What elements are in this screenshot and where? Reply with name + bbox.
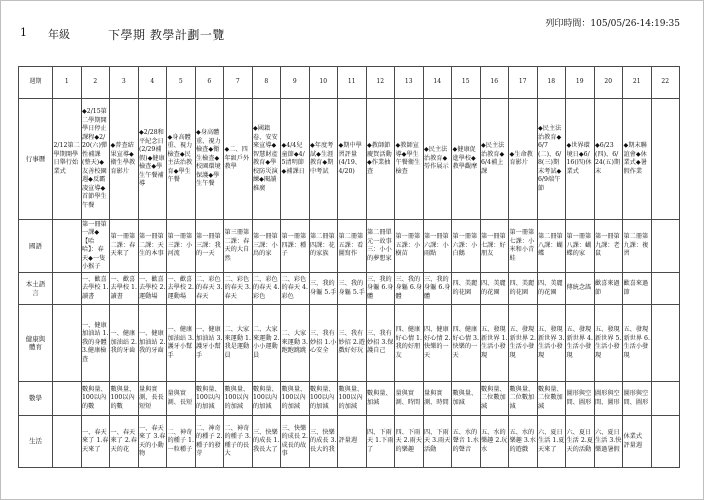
subject-label: 健康與體育	[19, 305, 53, 382]
plan-cell: 五、發現新世界 6.生活小發現	[623, 305, 652, 382]
week-cell: 1	[53, 67, 82, 99]
plan-cell: 第二冊第八課：蝴蝶	[537, 220, 566, 273]
plan-cell: ◆期末聯誼會◆休業式◆暑假作業	[623, 99, 652, 220]
plan-cell: ◆4/4兒童節◆4/5清明節◆補課日	[281, 99, 310, 220]
plan-cell: 六、夏日生活 1.夏天來了	[537, 416, 566, 468]
week-cell: 9	[281, 67, 310, 99]
plan-cell: 六、夏日生活 3.快樂過暑假	[594, 416, 623, 468]
week-cell: 4	[138, 67, 167, 99]
grade-label: 年級	[48, 28, 70, 41]
week-cell: 17	[509, 67, 538, 99]
plan-cell: 三、我的身軀 6.身體	[423, 273, 452, 305]
plan-cell: ◆民主法治教育◆6/4補上課	[480, 99, 509, 220]
plan-cell: 一、歡喜去學校 2.運動場	[138, 273, 167, 305]
plan-cell	[651, 382, 680, 416]
plan-cell: 五、水的樂趣 2.玩水	[480, 416, 509, 468]
plan-cell: 一、健康加油站 1.我的身體 3.健康檢查	[81, 305, 110, 382]
plan-cell: 第一冊第一課◆【哈哈】：春天◆一隻小猴子	[81, 220, 110, 273]
week-cell: 22	[651, 67, 680, 99]
plan-cell: 量與實測、長長短短	[138, 382, 167, 416]
plan-cell: 五、發現新世界 4.生活小發現	[566, 305, 595, 382]
plan-cell: 三、快樂的成長 1.我長大了	[252, 416, 281, 468]
plan-cell: 五、發現新世界 3.生活小發現	[537, 305, 566, 382]
plan-cell	[53, 220, 82, 273]
plan-cell: 第一冊第六課：小白鵝	[452, 220, 481, 273]
plan-cell	[651, 416, 680, 468]
week-cell: 15	[452, 67, 481, 99]
plan-cell: 數與量、100以內的加減	[338, 382, 367, 416]
week-header-row	[19, 67, 680, 99]
plan-cell: 二、彩色的春天 3.春天	[224, 273, 253, 305]
print-time	[545, 16, 680, 29]
plan-cell: 三、我的身軀 6.身體	[366, 273, 395, 305]
week-cell: 20	[594, 67, 623, 99]
week-cell: 14	[423, 67, 452, 99]
plan-cell	[53, 273, 82, 305]
plan-cell: 四、美麗的花園	[537, 273, 566, 305]
plan-cell: 一、歡喜去學校 2.運動場	[167, 273, 196, 305]
plan-cell: 一、健康加油站 2.我的牙齒	[110, 305, 139, 382]
plan-cell: 二、彩色的春天 4.彩色	[252, 273, 281, 305]
plan-cell: 四、美麗的花園	[452, 273, 481, 305]
week-cell: 12	[366, 67, 395, 99]
subject-row	[19, 382, 680, 416]
plan-cell: ◆2/28和平紀念日(2/29補假)◆健康檢查◆學生午餐補導	[138, 99, 167, 220]
plan-cell: 圖形與空間、圖形	[594, 382, 623, 416]
week-cell: 7	[224, 67, 253, 99]
plan-cell: 一、歡喜去學校 1.讀書	[81, 273, 110, 305]
plan-cell: ◆2/15第二學期開學日停止課程◆2/20(六)彈性補課(整天)◆友善校園週◆反霸凌宣導◆首節學生午餐	[81, 99, 110, 220]
plan-cell: 第一冊第七課：小米和小青蛙	[509, 220, 538, 273]
plan-cell: 圖形與空間、圖形	[623, 382, 652, 416]
plan-cell: 第二冊單元一故事三：小小的夢想家	[366, 220, 395, 273]
plan-cell	[53, 382, 82, 416]
plan-cell: 數與量、100以內的數	[81, 382, 110, 416]
week-cell: 13	[395, 67, 424, 99]
plan-cell: 四、下雨天 3.雨天活動	[423, 416, 452, 468]
plan-cell: 數與量、加減	[366, 382, 395, 416]
plan-cell: 數與量、加減	[452, 382, 481, 416]
plan-cell: 五、發現新世界 5.生活小發現	[594, 305, 623, 382]
plan-cell: 五、水的聲音 1.水的聲音	[452, 416, 481, 468]
plan-cell: 二、大家來運動 1.我是運動員	[224, 305, 253, 382]
plan-cell: ◆二、四年級戶外教學	[224, 99, 253, 220]
subject-label: 生活	[19, 416, 53, 468]
plan-cell	[651, 220, 680, 273]
week-cell: 8	[252, 67, 281, 99]
plan-cell: 第二冊第五課：看圖寫作	[338, 220, 367, 273]
plan-cell: 第一冊第八課：蝴蝶的家	[566, 220, 595, 273]
plan-cell	[651, 305, 680, 382]
plan-cell: 歡喜來過節	[623, 273, 652, 305]
grade-number: 1	[20, 26, 27, 39]
week-cell: 5	[167, 67, 196, 99]
plan-cell: 量與實測、長短	[167, 382, 196, 416]
plan-cell: 歡喜來過節	[594, 273, 623, 305]
plan-cell: 數與量、100以內的加減	[195, 382, 224, 416]
plan-cell: ◆身高體重、視力檢查◆民主法治教育◆學生午餐	[167, 99, 196, 220]
plan-cell: ◆國籍卷、安安來宣導◆智慧財產教育◆學校防災演練◆閱讀推廣	[252, 99, 281, 220]
week-cell: 11	[338, 67, 367, 99]
plan-cell: ◆教師宣導◆學生午餐衛生檢查	[395, 99, 424, 220]
plan-cell: 四、美麗的花園	[509, 273, 538, 305]
plan-cell: 第一冊第三課：我的一天	[195, 220, 224, 273]
subject-row	[19, 273, 680, 305]
page-title: 下學期 教學計劃一覽	[108, 28, 225, 42]
plan-cell: 一、歡喜去學校 1.讀書	[110, 273, 139, 305]
week-cell: 3	[110, 67, 139, 99]
plan-cell: 三、我的身軀 6.身體	[395, 273, 424, 305]
plan-cell: ◆民主法治教育◆勞作展示	[423, 99, 452, 220]
plan-cell: 二、大家來運動 3.跑跑跳跳	[281, 305, 310, 382]
plan-cell: 四、下雨天 1.下雨了	[366, 416, 395, 468]
plan-cell: 量與實測、時間	[395, 382, 424, 416]
plan-cell: 一、春天來了 1.春天來了	[81, 416, 110, 468]
week-cell: 10	[309, 67, 338, 99]
plan-cell: 量與實測、時間	[423, 382, 452, 416]
plan-cell: ◆身高體重、視力檢查◆衛生檢查◆校園環境保護◆學生午餐	[195, 99, 224, 220]
subject-row	[19, 416, 680, 468]
plan-cell: ◆年度考試◆生涯教育◆期中考試	[309, 99, 338, 220]
plan-cell: ◆生命教育影片	[509, 99, 538, 220]
plan-cell: 第二冊第四課：花的家族	[309, 220, 338, 273]
plan-cell: 三、我有妙招 2.遊戲好好玩	[338, 305, 367, 382]
plan-cell: 數與量、100以內的數	[110, 382, 139, 416]
plan-cell: 二、神奇的種子 3.種子的長大	[224, 416, 253, 468]
teaching-plan-table	[18, 66, 680, 468]
plan-cell: 三、我的身軀 5.手	[309, 273, 338, 305]
week-label-cell: 週期	[19, 67, 53, 99]
subject-label: 數學	[19, 382, 53, 416]
plan-cell: 數與量、100以內的加減	[252, 382, 281, 416]
plan-cell: 評量週	[338, 416, 367, 468]
plan-cell: 二、大家來運動 2.小小運動員	[252, 305, 281, 382]
plan-cell: 四、健康好心情 3.快樂的一天	[452, 305, 481, 382]
plan-cell: 休業式 評量週	[623, 416, 652, 468]
page-header	[0, 0, 704, 48]
plan-cell: 傳統念謠	[566, 273, 595, 305]
plan-cell: 四、美麗的花園	[480, 273, 509, 305]
plan-cell: 二、神奇的種子 1.一粒種子	[167, 416, 196, 468]
plan-cell: ◆民主法治教育◆6/7(二)、6/8(三)期末考試◆6/9端午節	[537, 99, 566, 220]
plan-cell: 三、我有妙招 3.保護自己	[366, 305, 395, 382]
plan-cell: 圖形與空間、圖形	[566, 382, 595, 416]
plan-cell: ◆期中學習評量(4/19、4/20)	[338, 99, 367, 220]
plan-cell: 第一冊第二課：天生的本事	[138, 220, 167, 273]
plan-cell: 一、健康加油站 3.護牙小幫手	[195, 305, 224, 382]
plan-cell: 六、夏日生活 2.夏天的活動	[566, 416, 595, 468]
plan-cell: 第一冊第九課：老鼠	[594, 220, 623, 273]
plan-cell: ◆健康促進學校◆教學觀摩	[452, 99, 481, 220]
plan-cell: 五、發現新世界 2.生活小發現	[509, 305, 538, 382]
week-cell: 16	[480, 67, 509, 99]
plan-cell: 2/12第二學期開學日舉行始業式	[53, 99, 82, 220]
plan-cell: 二、神奇的種子 2.種子的發芽	[195, 416, 224, 468]
print-label: 列印時間：	[545, 19, 591, 29]
plan-cell: 數與量、二位數加減	[537, 382, 566, 416]
print-time-value: 105/05/26-14:19:35	[590, 19, 680, 29]
plan-cell: 第一冊第二課：春天來了	[110, 220, 139, 273]
plan-cell: ◆世界環境日◆6/16(四)休業式	[566, 99, 595, 220]
subject-row	[19, 220, 680, 273]
subject-label: 行事曆	[19, 99, 53, 220]
subject-label: 國語	[19, 220, 53, 273]
plan-cell: 一、春天來了 2.春天的花	[110, 416, 139, 468]
plan-cell: 第一冊第三課：小河流	[167, 220, 196, 273]
subject-label: 本土語言	[19, 273, 53, 305]
plan-cell: 三、快樂的成長 2.成長的故事	[281, 416, 310, 468]
plan-cell	[53, 416, 82, 468]
plan-cell: ◆教師節慶賀活動◆作業抽查	[366, 99, 395, 220]
plan-cell: 數與量、二位數加減	[509, 382, 538, 416]
plan-cell: 第一冊第四課：種子	[281, 220, 310, 273]
week-cell: 19	[566, 67, 595, 99]
plan-cell: 四、健康好心情 1.我的好朋友	[395, 305, 424, 382]
plan-cell: ◆普查結果宣導◆衛生學教育影片	[110, 99, 139, 220]
week-cell: 18	[537, 67, 566, 99]
week-cell: 6	[195, 67, 224, 99]
week-cell: 21	[623, 67, 652, 99]
plan-cell: 三、我的身軀 5.手	[338, 273, 367, 305]
plan-cell: 第三冊第二課：春天的大自然	[224, 220, 253, 273]
plan-cell: 一、健康加油站 2.我的牙齒	[138, 305, 167, 382]
plan-cell: 一、健康加油站 3.護牙小幫手	[167, 305, 196, 382]
subject-row	[19, 305, 680, 382]
plan-cell	[53, 305, 82, 382]
plan-cell: 數與量、100以內的加減	[281, 382, 310, 416]
plan-cell: 第二冊第九課：複習	[623, 220, 652, 273]
plan-cell: 數與量、100以內的加減	[309, 382, 338, 416]
plan-cell: 數與量、二位數加減	[480, 382, 509, 416]
plan-cell: 五、水的樂趣 3.水的遊戲	[509, 416, 538, 468]
plan-cell: 二、彩色的春天 3.春天	[195, 273, 224, 305]
plan-body	[19, 99, 680, 468]
week-cell: 2	[81, 67, 110, 99]
plan-cell: 四、健康好心情 2.快樂的一天	[423, 305, 452, 382]
plan-cell: ◆6/23(四)、6/24(五)期末	[594, 99, 623, 220]
plan-cell: 第一冊第三課：小鳥的家	[252, 220, 281, 273]
subject-row	[19, 99, 680, 220]
plan-cell: 一、春天來了 3.春天的小動物	[138, 416, 167, 468]
plan-cell	[651, 273, 680, 305]
plan-cell: 第一冊第七課：好朋友	[480, 220, 509, 273]
plan-cell: 數與量、100以內的加減	[224, 382, 253, 416]
plan-cell: 第一冊第五課：小樹苗	[395, 220, 424, 273]
plan-cell: 五、發現新世界 1.生活小發現	[480, 305, 509, 382]
plan-cell: 三、快樂的成長 3.長大的我	[309, 416, 338, 468]
plan-cell: 三、我有妙招 1.小心安全	[309, 305, 338, 382]
plan-cell: 二、彩色的春天 4.彩色	[281, 273, 310, 305]
plan-cell: 四、下雨天 2.雨天的樂趣	[395, 416, 424, 468]
plan-cell: 第一冊第六課：小雨點	[423, 220, 452, 273]
plan-cell	[651, 99, 680, 220]
